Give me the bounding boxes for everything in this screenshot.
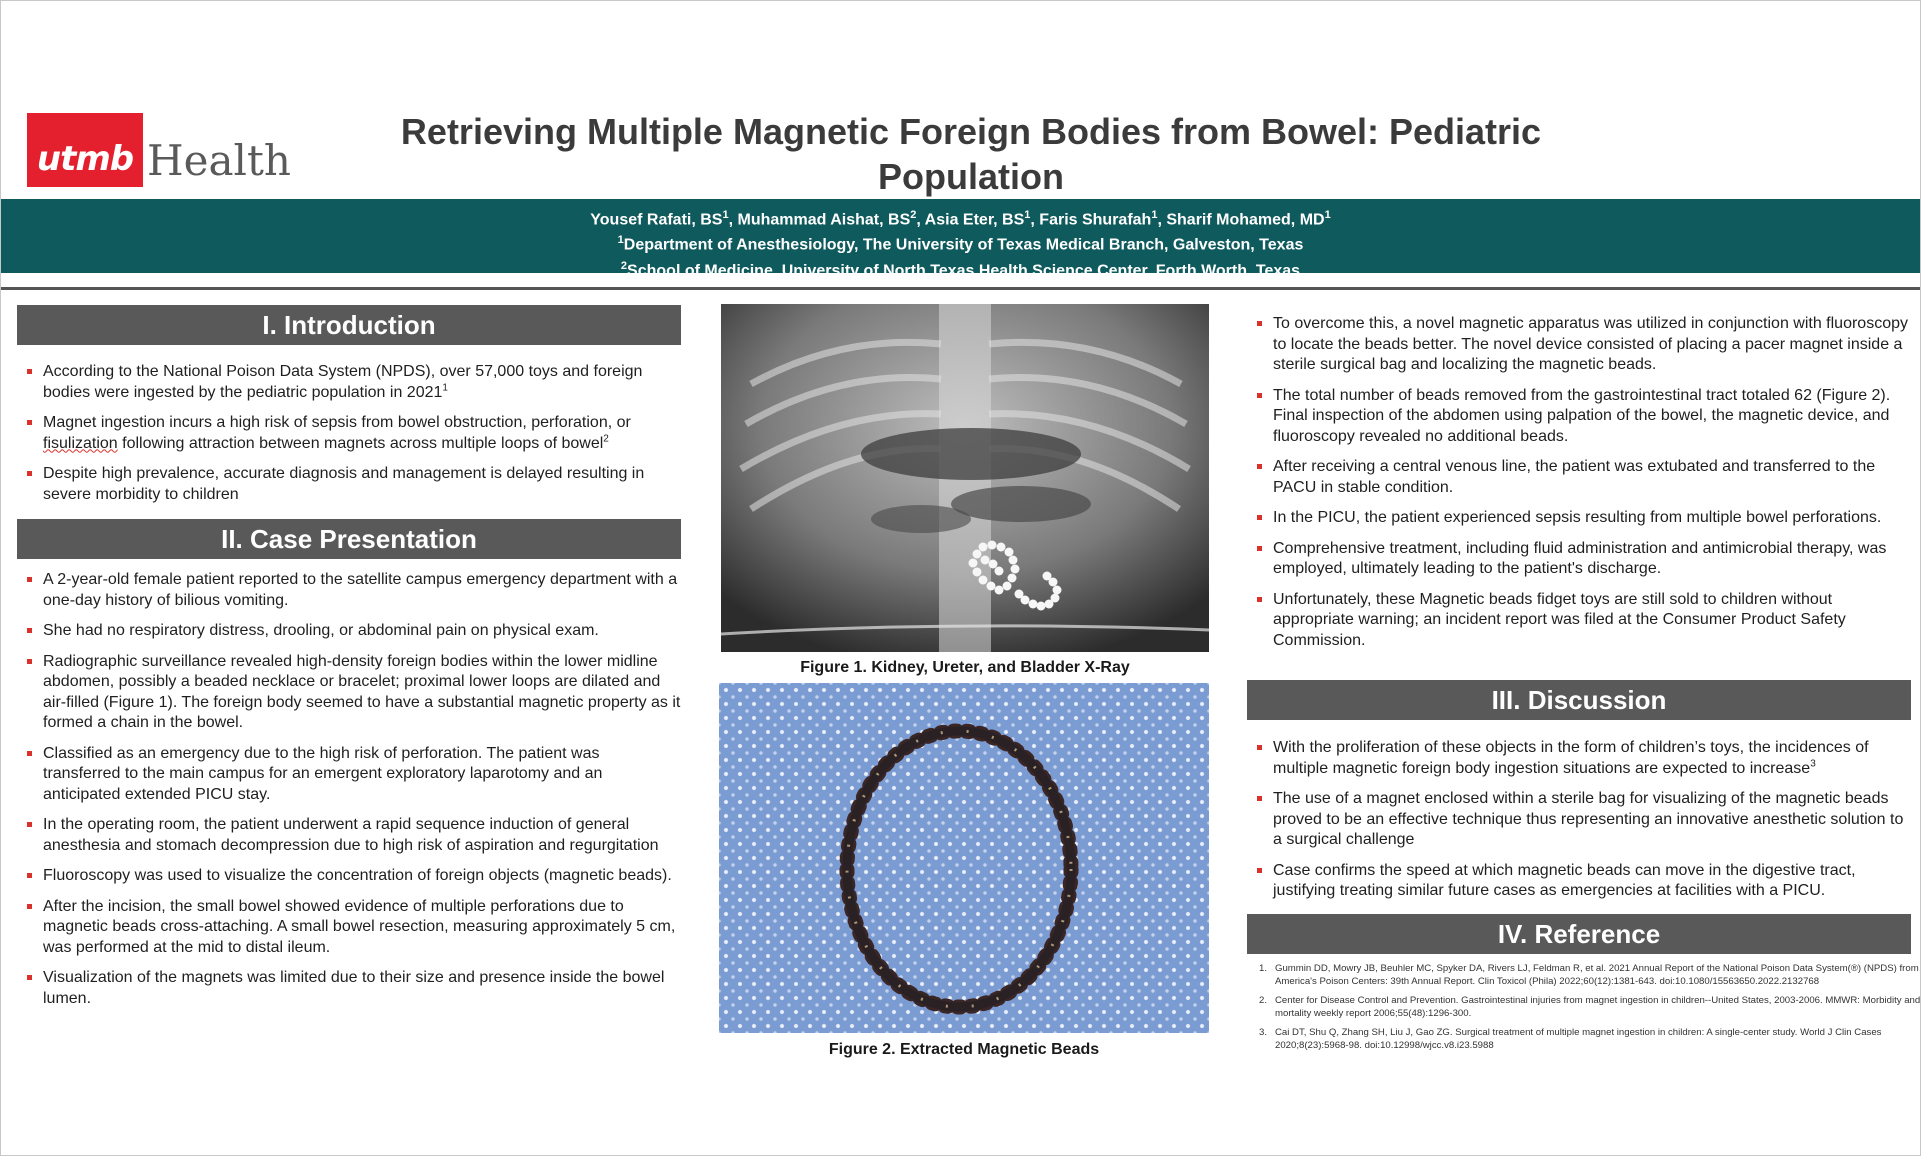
reference-list <box>1251 963 1921 1059</box>
list-item: To overcome this, a novel magnetic apparatus was utilized in conjunction with fluoroscopy to locate the beads better. The novel device consisted of placing a pacer magnet inside a sterile surgical bag and localizing the magnetic beads. <box>1247 314 1913 376</box>
discussion-heading: III. Discussion <box>1247 680 1911 720</box>
list-item: Classified as an emergency due to the high risk of perforation. The patient was transferred to the main campus for an emergent exploratory laparotomy and an anticipated extended PICU stay. <box>17 744 681 806</box>
health-logo-word: Health <box>147 135 291 185</box>
list-item: The total number of beads removed from the gastrointestinal tract totaled 62 (Figure 2). Final inspection of the abdomen using palpation of the bowel, the magnetic device, and fluoroscopy revealed no additional beads. <box>1247 386 1913 448</box>
extracted-beads-photo <box>719 683 1209 1033</box>
case-presentation-list <box>17 570 681 1019</box>
xray-illustration <box>721 304 1209 652</box>
poster-title: Retrieving Multiple Magnetic Foreign Bodies from Bowel: Pediatric Population <box>400 111 1542 197</box>
list-item: Comprehensive treatment, including fluid administration and antimicrobial therapy, was employed, ultimately leading to the patient's discharge. <box>1247 539 1913 580</box>
reference-item: 1. Gummin DD, Mowry JB, Beuhler MC, Spyker DA, Rivers LJ, Feldman R, et al. 2021 Annual Report of the National Poison Data System(®) (NPDS) from America's Poison Centers: 39th Annual Report. Clin Toxicol (Phila) 2022;60(12):1381-643. doi:10.1080/15563650.2022.2132768 <box>1259 963 1919 987</box>
list-item: Radiographic surveillance revealed high-density foreign bodies within the lower midline abdomen, possibly a beaded necklace or bracelet; proximal lower loops are dilated and air-filled (Figure 1). The foreign body seemed to have a substantial magnetic property as it formed a chain in the bowel. <box>17 652 681 734</box>
list-item: She had no respiratory distress, drooling, or abdominal pain on physical exam. <box>17 621 681 642</box>
kub-xray-image <box>721 304 1209 652</box>
reference-heading: IV. Reference <box>1247 914 1911 954</box>
list-item: With the proliferation of these objects in the form of children’s toys, the incidences of multiple magnetic foreign body ingestion situations are expected to increase$^3$ <box>1247 738 1913 779</box>
list-item: In the operating room, the patient underwent a rapid sequence induction of general anesthesia and stomach decompression due to high risk of aspiration and regurgitation <box>17 815 681 856</box>
list-item: Despite high prevalence, accurate diagnosis and management is delayed resulting in severe morbidity to children <box>17 464 681 505</box>
list-item: Unfortunately, these Magnetic beads fidget toys are still sold to children without appropriate warning; an incident report was filed at the Consumer Product Safety Commission. <box>1247 590 1913 652</box>
affiliation-1: $^1$Department of Anesthesiology, The University of Texas Medical Branch, Galveston, Texas <box>617 234 1304 254</box>
list-item: After receiving a central venous line, the patient was extubated and transferred to the PACU in stable condition. <box>1247 457 1913 498</box>
header-divider <box>1 287 1920 290</box>
list-item: Magnet ingestion incurs a high risk of sepsis from bowel obstruction, perforation, or fisulization following attraction between magnets across multiple loops of bowel$^2$ <box>17 413 681 454</box>
introduction-heading: I. Introduction <box>17 305 681 345</box>
reference-item: 3. Cai DT, Shu Q, Zhang SH, Liu J, Gao ZG. Surgical treatment of multiple magnet ingestion in children: A single-center study. World J Clin Cases 2020;8(23):5968-98. doi:10.12998/wjcc.v8.i23.5988 <box>1259 1027 1882 1051</box>
case-continued-list <box>1247 314 1913 661</box>
list-item: In the PICU, the patient experienced sepsis resulting from multiple bowel perforations. <box>1247 508 1913 529</box>
list-item: According to the National Poison Data System (NPDS), over 57,000 toys and foreign bodies were ingested by the pediatric population in 2021$^1$ <box>17 362 681 403</box>
figure-2-caption: Figure 2. Extracted Magnetic Beads <box>828 1041 1100 1058</box>
list-item: After the incision, the small bowel showed evidence of multiple perforations due to magnetic beads cross-attaching. A small bowel resection, measuring approximately 5 cm, was performed at the mid to distal ileum. <box>17 897 681 959</box>
discussion-list <box>1247 738 1913 912</box>
utmb-health-logo <box>27 113 291 187</box>
author-band <box>1 199 1920 279</box>
beads-illustration <box>719 683 1209 1033</box>
case-presentation-heading: II. Case Presentation <box>17 519 681 559</box>
figure-1-caption: Figure 1. Kidney, Ureter, and Bladder X-Ray <box>800 659 1130 676</box>
utmb-logo-mark: utmb <box>27 113 143 187</box>
introduction-list <box>17 362 681 515</box>
list-item: The use of a magnet enclosed within a sterile bag for visualizing of the magnetic beads proved to be an effective technique thus representing an innovative anesthetic solution to a surgical challenge <box>1247 789 1913 851</box>
list-item: A 2-year-old female patient reported to the satellite campus emergency department with a one-day history of bilious vomiting. <box>17 570 681 611</box>
list-item: Case confirms the speed at which magnetic beads can move in the digestive tract, justifying treating similar future cases as emergencies at facilities with a PICU. <box>1247 861 1913 902</box>
list-item: Fluoroscopy was used to visualize the concentration of foreign objects (magnetic beads). <box>17 866 681 887</box>
list-item: Visualization of the magnets was limited due to their size and presence inside the bowel lumen. <box>17 968 681 1009</box>
author-list: Yousef Rafati, $BS^1$, Muhammad Aishat, $BS^2$, Asia Eter, $BS^1$, Faris Shurafah$^1$, Sharif Mohamed, $MD^1$ <box>590 209 1331 229</box>
reference-item: 2. Center for Disease Control and Prevention. Gastrointestinal injuries from magnet ingestion in children--United States, 2003-2006. MMWR: Morbidity and mortality weekly report 2006;55(48):1296-300. <box>1259 995 1921 1019</box>
affiliation-2: $^2$School of Medicine, University of North Texas Health Science Center, Forth Worth, Texas <box>620 259 1301 279</box>
